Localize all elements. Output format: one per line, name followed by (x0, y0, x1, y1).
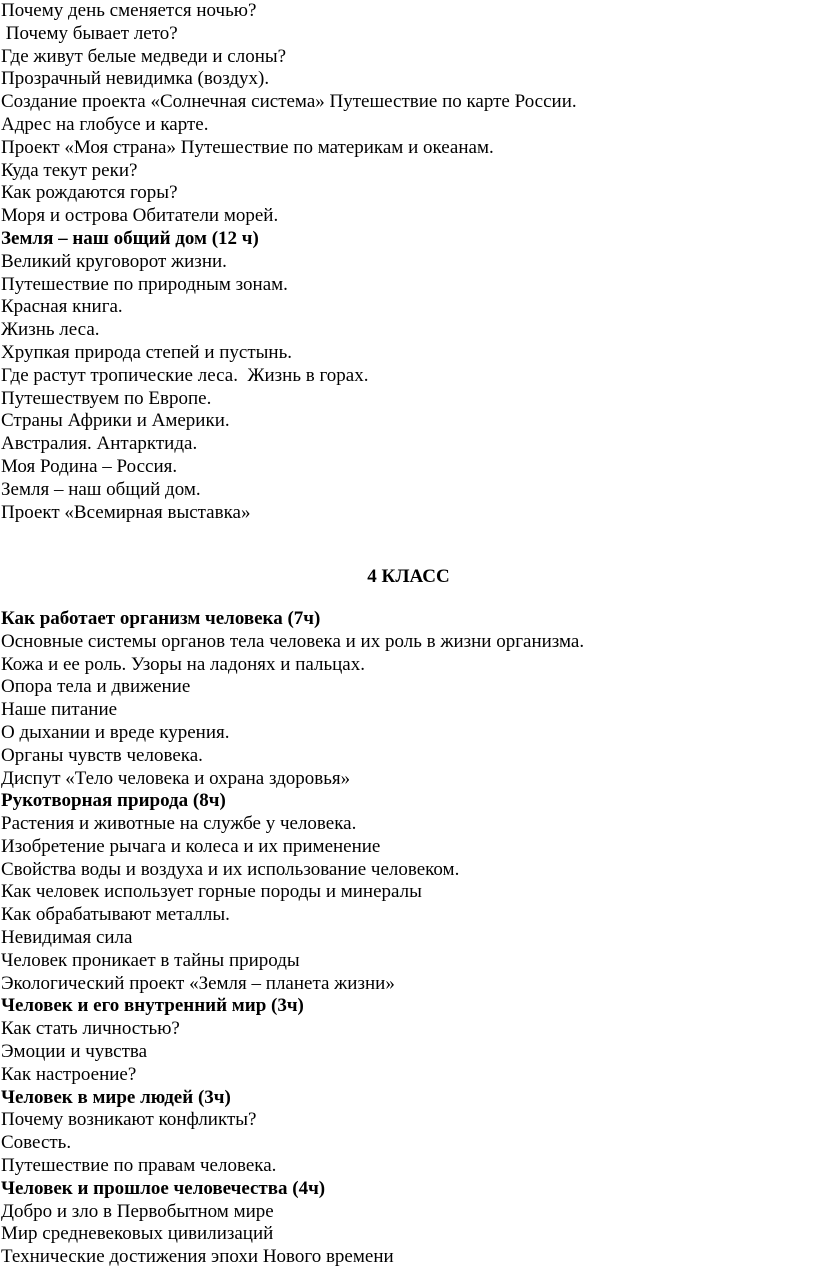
list-item: Путешествие по природным зонам. (1, 273, 288, 295)
section-heading: Человек и прошлое человечества (4ч) (1, 1177, 326, 1199)
list-item: Куда текут реки? (1, 159, 138, 181)
list-item: Как настроение? (1, 1063, 137, 1085)
list-item: Человек проникает в тайны природы (1, 949, 300, 971)
section-heading: Рукотворная природа (8ч) (1, 790, 226, 812)
list-item: Где растут тропические леса. Жизнь в горах. (1, 364, 369, 386)
list-item: Мир средневековых цивилизаций (1, 1223, 274, 1245)
section-heading: Человек в мире людей (3ч) (1, 1086, 231, 1108)
list-item: Красная книга. (1, 296, 123, 318)
list-item: Жизнь леса. (1, 319, 100, 341)
list-item: Органы чувств человека. (1, 744, 203, 766)
list-item: Опора тела и движение (1, 676, 191, 698)
list-item: Как обрабатывают металлы. (1, 904, 230, 926)
list-item: О дыхании и вреде курения. (1, 721, 230, 743)
list-item: Прозрачный невидимка (воздух). (1, 68, 270, 90)
list-item: Совесть. (1, 1132, 72, 1154)
list-item: Австралия. Антарктида. (1, 433, 198, 455)
list-item: Невидимая сила (1, 927, 133, 949)
list-item: Добро и зло в Первобытном мире (1, 1200, 274, 1222)
list-item: Создание проекта «Солнечная система» Путешествие по карте России. (1, 91, 577, 113)
list-item: Почему бывает лето? (1, 22, 178, 44)
section-grade3-topics (1, 0, 816, 228)
list-item: Проект «Моя страна» Путешествие по материкам и океанам. (1, 136, 494, 158)
list-item: Растения и животные на службе у человека. (1, 813, 357, 835)
list-item: Земля – наш общий дом. (1, 478, 201, 500)
list-item: Как человек использует горные породы и минералы (1, 881, 422, 903)
list-item: Путешествие по правам человека. (1, 1155, 277, 1177)
list-item: Почему возникают конфликты? (1, 1109, 257, 1131)
list-item: Основные системы органов тела человека и их роль в жизни организма. (1, 630, 585, 652)
list-item: Великий круговорот жизни. (1, 250, 227, 272)
list-item: Адрес на глобусе и карте. (1, 113, 209, 135)
list-item: Эмоции и чувства (1, 1041, 148, 1063)
list-item: Моя Родина – Россия. (1, 455, 178, 477)
list-item: Технические достижения эпохи Нового времени (1, 1246, 394, 1268)
blank-line (1, 524, 816, 547)
section-heading: Человек и его внутренний мир (3ч) (1, 995, 304, 1017)
list-item: Почему день сменяется ночью? (1, 0, 257, 21)
list-item: Наше питание (1, 699, 118, 721)
section-heading: Земля – наш общий дом (12 ч) (1, 227, 259, 249)
list-item: Экологический проект «Земля – планета жизни» (1, 972, 395, 994)
list-item: Изобретение рычага и колеса и их применение (1, 835, 381, 857)
list-item: Путешествуем по Европе. (1, 387, 212, 409)
list-item: Диспут «Тело человека и охрана здоровья» (1, 767, 351, 789)
section-manmade (1, 790, 816, 995)
section-body (1, 608, 816, 790)
list-item: Как стать личностью? (1, 1018, 180, 1040)
section-past (1, 1178, 816, 1269)
section-inner-world (1, 995, 816, 1086)
list-item: Кожа и ее роль. Узоры на ладонях и пальцах. (1, 653, 365, 675)
section-heading: Как работает организм человека (7ч) (1, 607, 321, 629)
list-item: Проект «Всемирная выставка» (1, 501, 251, 523)
list-item: Свойства воды и воздуха и их использование человеком. (1, 858, 460, 880)
section-earth (1, 228, 816, 524)
list-item: Моря и острова Обитатели морей. (1, 205, 279, 227)
list-item: Хрупкая природа степей и пустынь. (1, 341, 293, 363)
list-item: Где живут белые медведи и слоны? (1, 45, 287, 67)
grade-title: 4 КЛАСС (367, 566, 450, 588)
list-item: Как рождаются горы? (1, 182, 178, 204)
section-people (1, 1087, 816, 1178)
list-item: Страны Африки и Америки. (1, 410, 230, 432)
